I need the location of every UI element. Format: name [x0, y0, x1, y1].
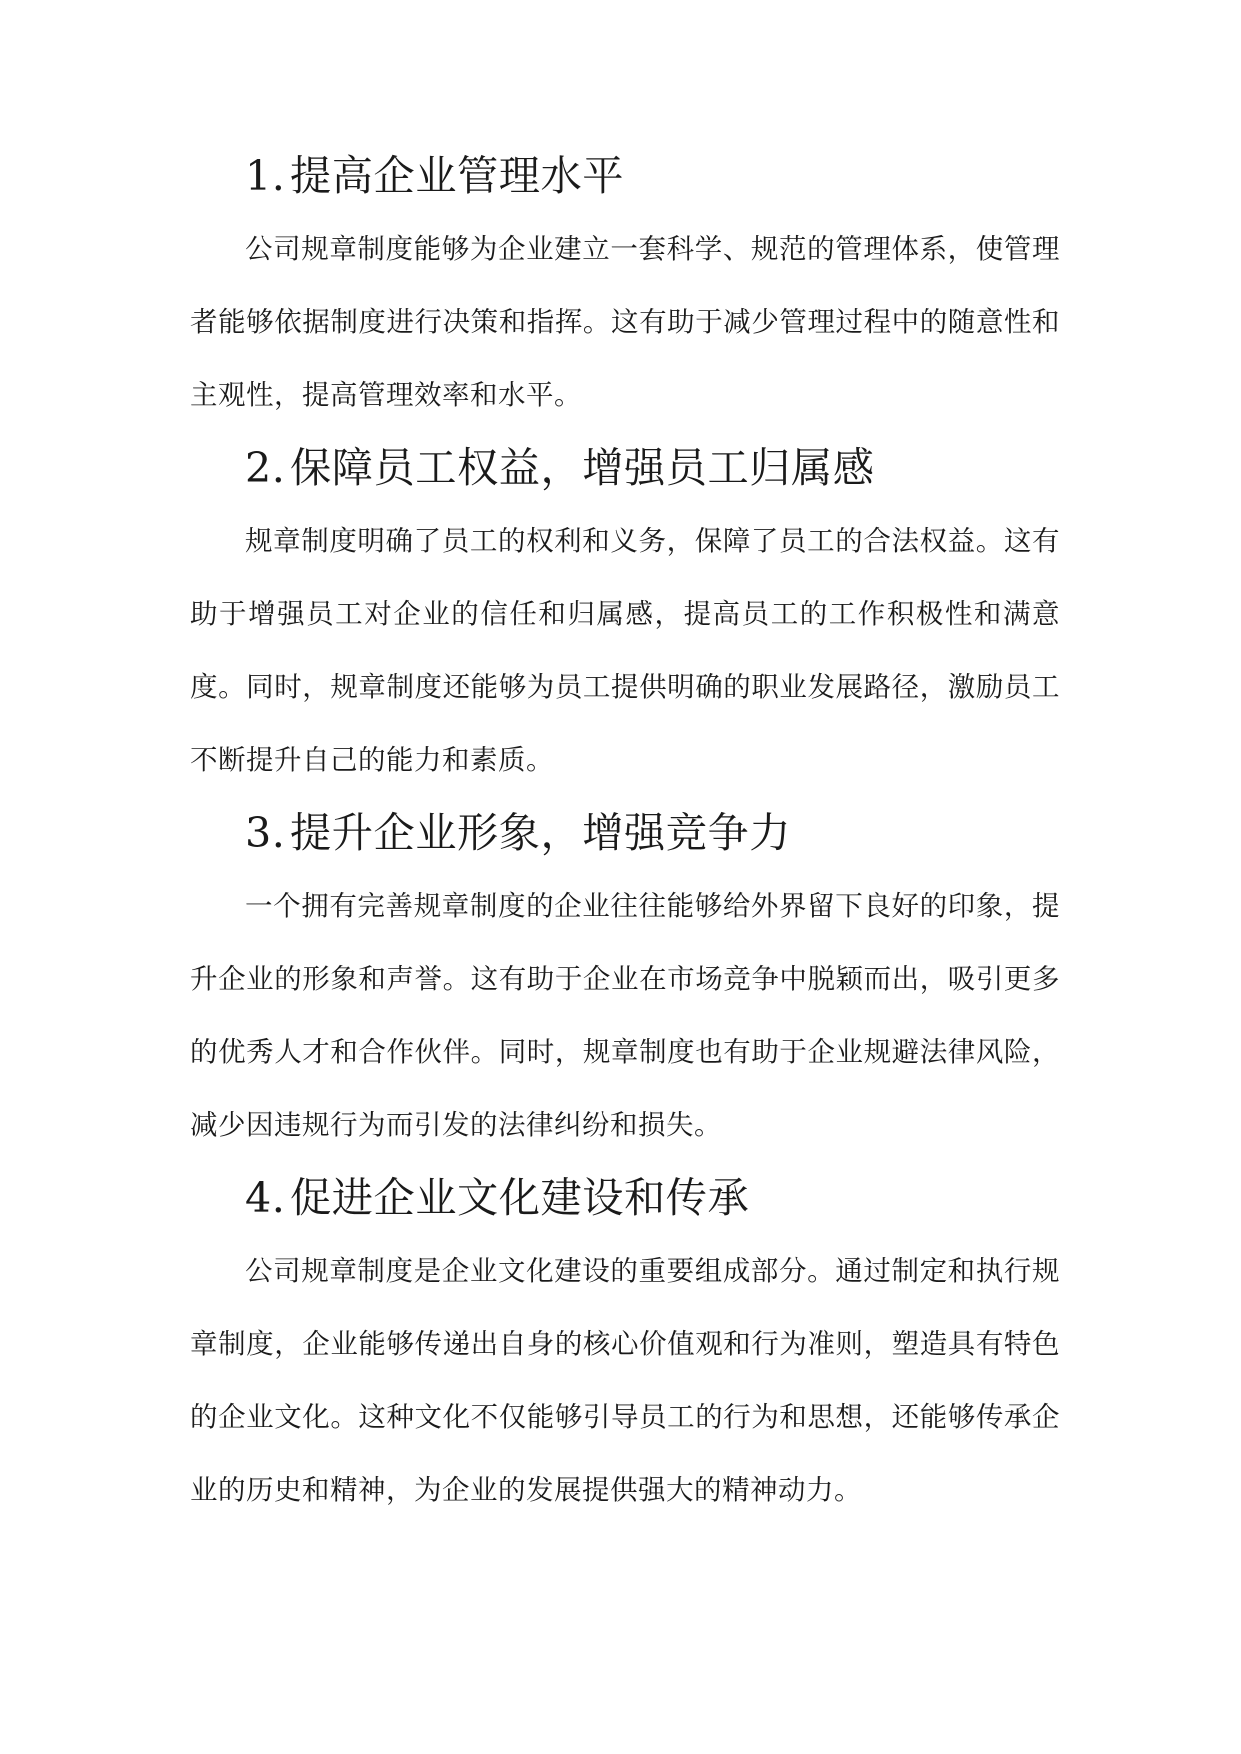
section-paragraph: 一个拥有完善规章制度的企业往往能够给外界留下良好的印象，提升企业的形象和声誉。这有助于企业在市场竞争中脱颖而出，吸引更多的优秀人才和合作伙伴。同时，规章制度也有助于企业规避法律风险，减少因违规行为而引发的法律纠纷和损失。 [190, 890, 1060, 1141]
section-paragraph: 公司规章制度是企业文化建设的重要组成部分。通过制定和执行规章制度，企业能够传递出自身的核心价值观和行为准则，塑造具有特色的企业文化。这种文化不仅能够引导员工的行为和思想，还能够传承企业的历史和精神，为企业的发展提供强大的精神动力。 [190, 1255, 1060, 1506]
section-number: 4. [245, 1174, 286, 1222]
section-title: 提高企业管理水平 [290, 152, 624, 200]
section-heading [190, 1162, 1060, 1235]
section-paragraph: 公司规章制度能够为企业建立一套科学、规范的管理体系，使管理者能够依据制度进行决策和指挥。这有助于减少管理过程中的随意性和主观性，提高管理效率和水平。 [190, 233, 1060, 411]
section-heading [190, 797, 1060, 870]
section-title: 促进企业文化建设和传承 [290, 1174, 750, 1222]
section-number: 3. [245, 809, 286, 857]
section-number: 1. [245, 152, 286, 200]
section-title: 提升企业形象，增强竞争力 [290, 809, 791, 857]
section-heading [190, 432, 1060, 505]
section-heading [190, 140, 1060, 213]
section-paragraph: 规章制度明确了员工的权利和义务，保障了员工的合法权益。这有助于增强员工对企业的信任和归属感，提高员工的工作积极性和满意度。同时，规章制度还能够为员工提供明确的职业发展路径，激励员工不断提升自己的能力和素质。 [190, 525, 1060, 776]
document-body [190, 140, 1060, 1527]
section-title: 保障员工权益，增强员工归属感 [290, 444, 875, 492]
section-number: 2. [245, 444, 286, 492]
